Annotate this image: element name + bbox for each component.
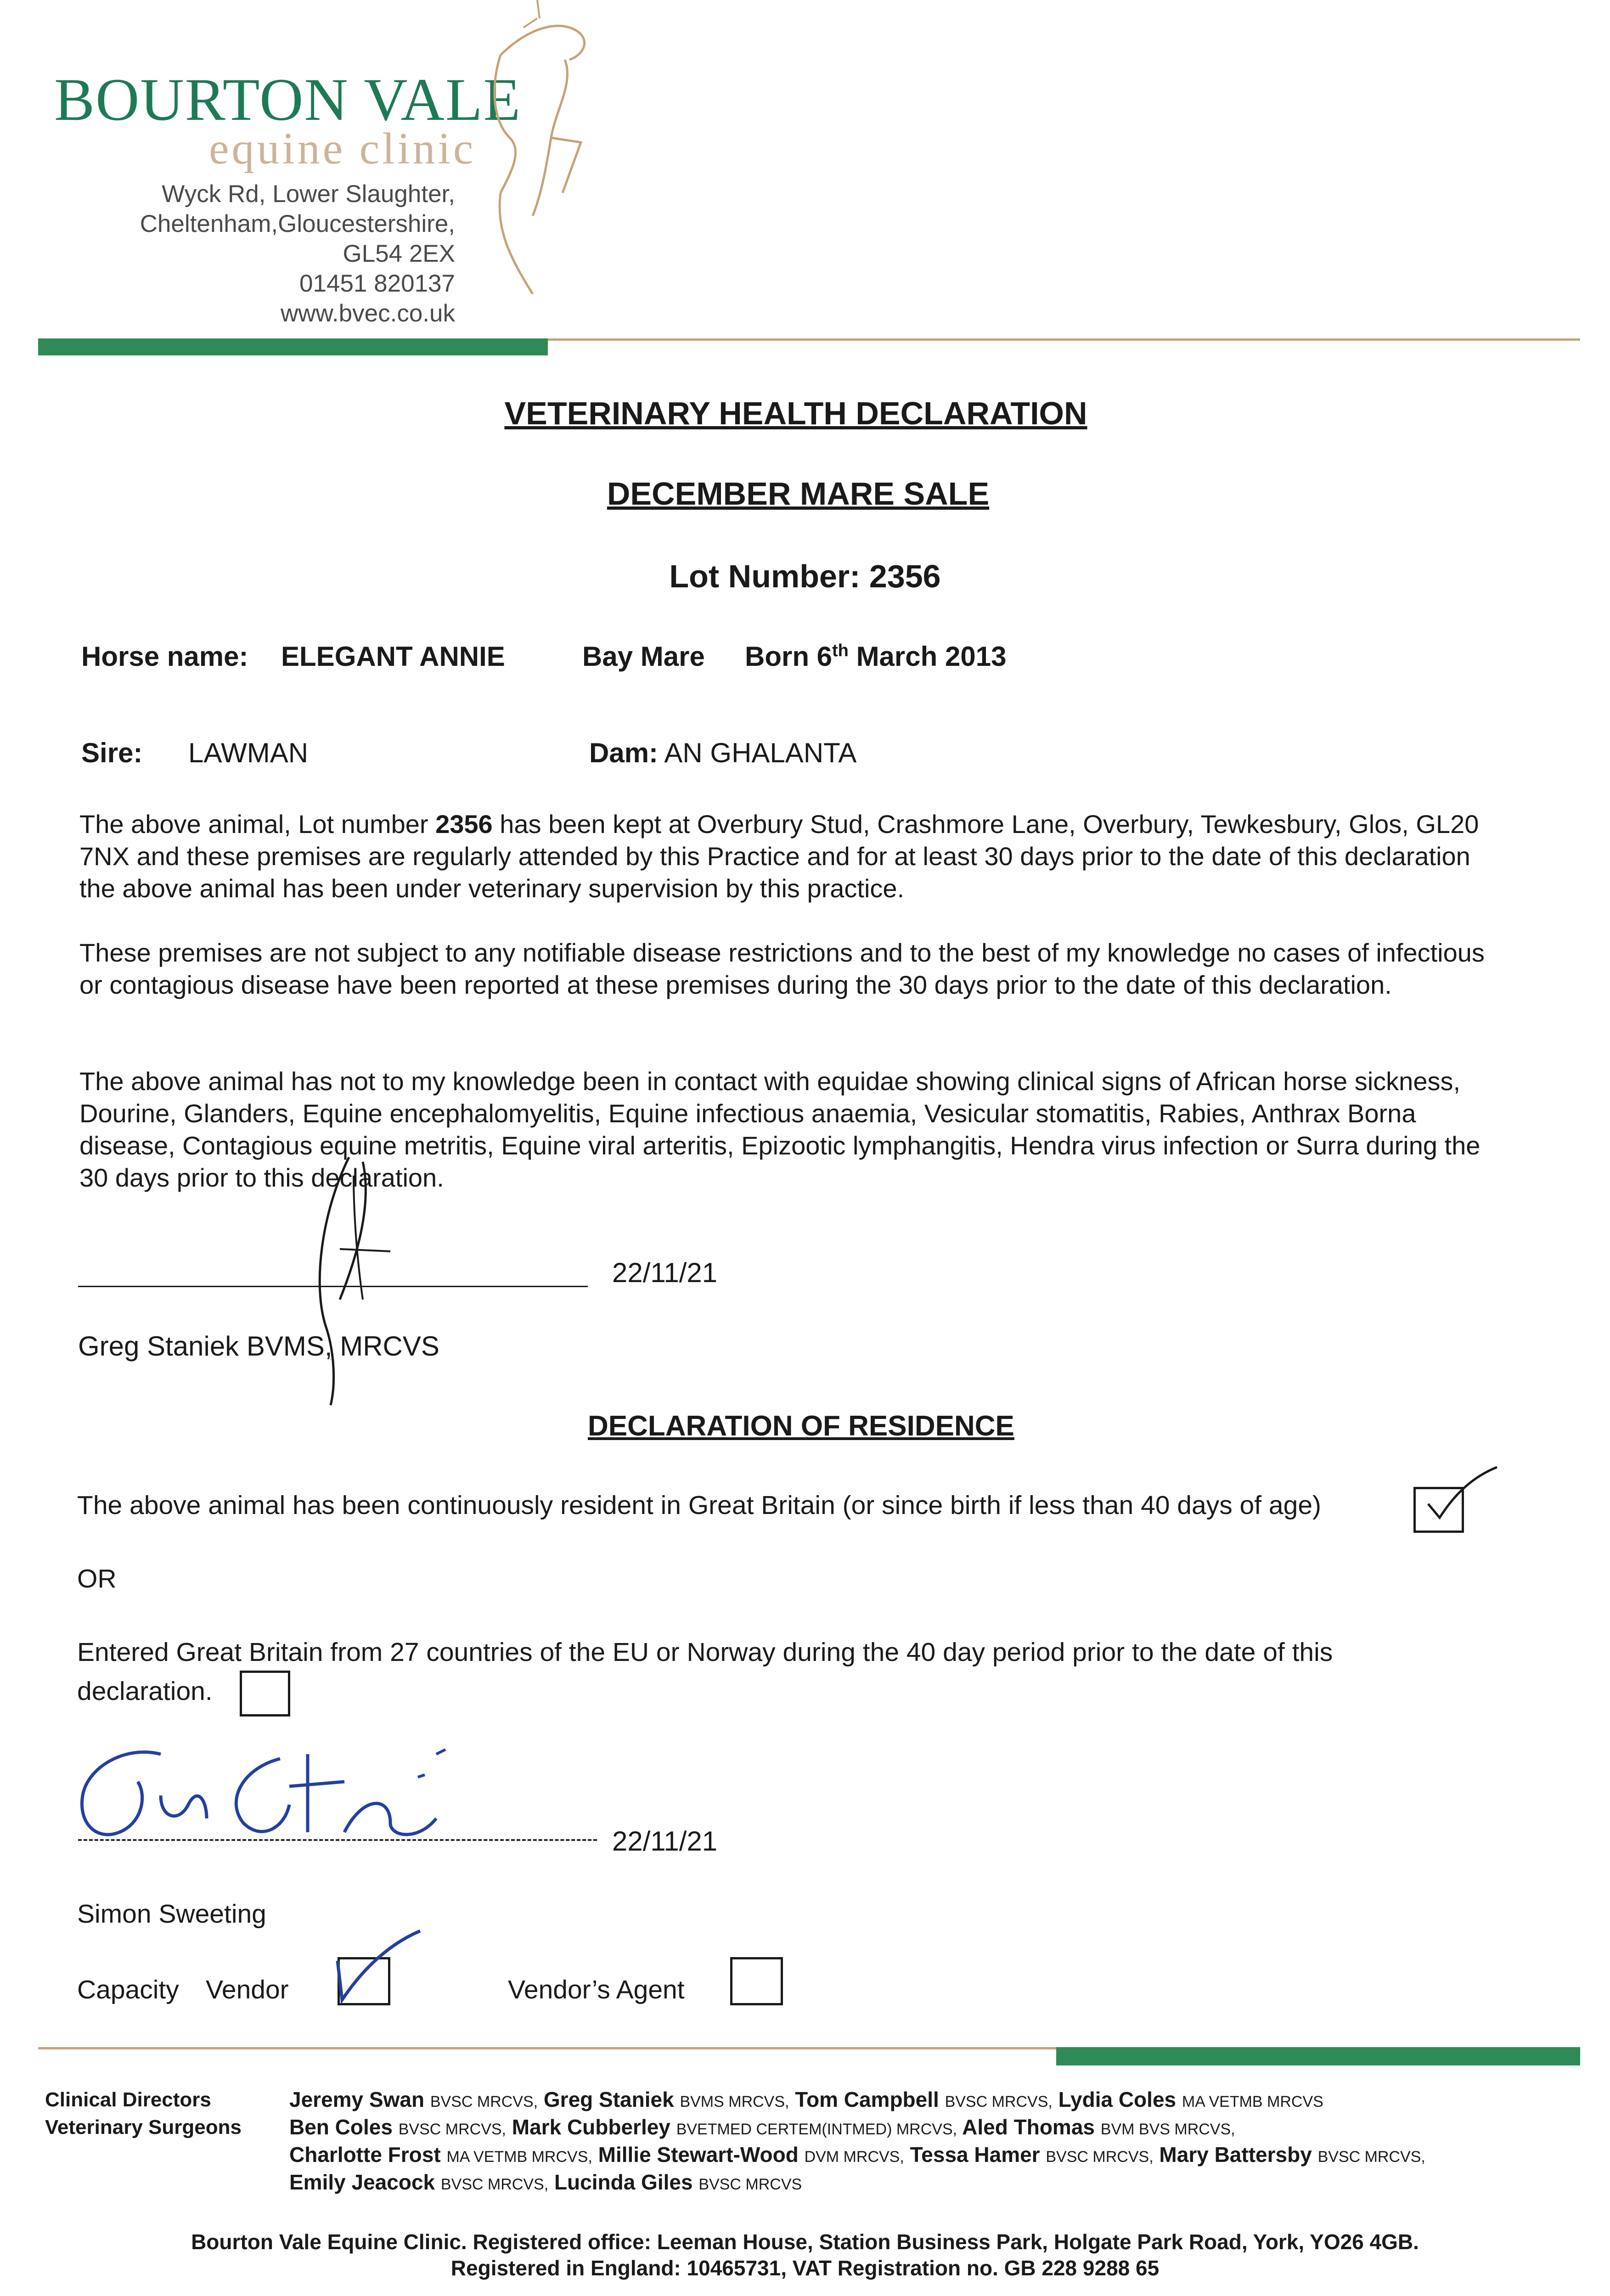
staff-qualification: BVSC MRCVS, [430, 2093, 538, 2110]
horse-description: Bay Mare [582, 641, 705, 672]
staff-qualification: DVM MRCVS, [804, 2148, 904, 2166]
sire-name: LAWMAN [188, 737, 309, 768]
checkmark-icon [328, 1924, 429, 2007]
dam-label: Dam: [589, 737, 659, 768]
staff-name: Ben Coles [289, 2115, 393, 2139]
premises-paragraph [79, 808, 1494, 905]
dam-line [589, 737, 856, 769]
checkmark-icon [1419, 1465, 1502, 1529]
staff-qualification: BVMS MRCVS, [680, 2093, 789, 2110]
agent-option-label: Vendor’s Agent [508, 1975, 685, 2004]
clinic-brand-name: BOURTON VALE [54, 66, 522, 133]
vet-signature [294, 1148, 409, 1405]
staff-name: Mark Cubberley [512, 2115, 670, 2139]
vet-signature-date: 22/11/21 [612, 1257, 718, 1288]
staff-qualification: MA VETMB MRCVS, [446, 2148, 592, 2166]
staff-name: Aled Thomas [962, 2115, 1095, 2139]
company-registration: Registered in England: 10465731, VAT Registration no. GB 228 9288 65 [450, 2256, 1160, 2280]
staff-qualification: BVETMED CERTEM(INTMED) MRCVS, [676, 2121, 957, 2138]
staff-qualification: BVSC MRCVS, [440, 2176, 549, 2193]
staff-line-1 [289, 2087, 1323, 2112]
footer-label-directors: Clinical Directors [45, 2088, 211, 2111]
clinic-brand-subtitle: equine clinic [209, 124, 476, 174]
vendor-signature-date: 22/11/21 [612, 1826, 718, 1857]
footer-green-bar [1056, 2047, 1580, 2065]
dam-name: AN GHALANTA [664, 737, 857, 768]
staff-name: Millie Stewart-Wood [598, 2143, 799, 2167]
born-date: March 2013 [856, 641, 1007, 672]
footer-label-surgeons: Veterinary Surgeons [45, 2116, 242, 2138]
premises-text-b: has been kept at Overbury Stud, Crashmore Lane, Overbury, Tewkesbury, Glos, GL20 7NX and these premises are regularly attended by this Practice and for at least 30 days prior to the date of this declaration the above animal has been under veterinary supervision by this practice. [79, 810, 1479, 903]
or-separator: OR [77, 1564, 117, 1593]
staff-qualification: MA VETMB MRCVS [1182, 2093, 1323, 2110]
lot-number-line [0, 558, 1610, 595]
staff-qualification: BVSC MRCVS, [945, 2093, 1053, 2110]
staff-name: Lucinda Giles [554, 2170, 693, 2194]
residence-title: DECLARATION OF RESIDENCE [588, 1410, 1014, 1442]
staff-qualification: BVSC MRCVS, [1317, 2148, 1425, 2166]
staff-qualification: BVSC MRCVS, [398, 2121, 506, 2138]
horse-born [745, 641, 1006, 672]
contact-declaration-paragraph: The above animal has not to my knowledge been in contact with equidae showing clinical signs of African horse sickness, Dourine, Glanders, Equine encephalomyelitis, Equine infectious anaemia, Vesicular stomatitis, Rabies, Anthrax Borna disease, Contagious equine metritis, Equine viral arteritis, Epizootic lymphangitis, Hendra virus infection or Surra during the 30 days prior to this declaration. [79, 1067, 1481, 1192]
born-label: Born 6 [745, 641, 833, 672]
vendor-option-label: Vendor [206, 1975, 289, 2004]
address-line-1: Wyck Rd, Lower Slaughter, [162, 180, 455, 208]
premises-text-a: The above animal, Lot number [79, 810, 436, 838]
lot-label: Lot Number: [669, 558, 861, 594]
residence-option-2-line-1: Entered Great Britain from 27 countries of the EU or Norway during the 40 day period prior to the date of this [77, 1638, 1333, 1667]
staff-name: Mary Battersby [1159, 2143, 1312, 2167]
staff-name: Emily Jeacock [289, 2170, 435, 2194]
residence-option-2-line-2: declaration. [77, 1677, 213, 1706]
address-phone: 01451 820137 [299, 270, 455, 297]
vendor-name: Simon Sweeting [77, 1899, 266, 1929]
vet-name: Greg Staniek BVMS, MRCVS [78, 1331, 439, 1362]
horse-name-label: Horse name: [81, 641, 248, 672]
staff-name: Tessa Hamer [910, 2143, 1040, 2167]
staff-name: Greg Staniek [543, 2088, 674, 2111]
born-suffix: th [832, 641, 849, 660]
horse-name: ELEGANT ANNIE [281, 641, 505, 672]
staff-name: Lydia Coles [1058, 2088, 1177, 2111]
capacity-label: Capacity [77, 1975, 179, 2004]
staff-line-4 [289, 2170, 802, 2195]
vendor-signature [69, 1727, 464, 1864]
sale-title: DECEMBER MARE SALE [607, 476, 990, 512]
horse-logo-icon [482, 0, 602, 312]
premises-lot-number: 2356 [435, 810, 493, 838]
staff-name: Tom Campbell [795, 2088, 939, 2111]
lot-number: 2356 [869, 558, 941, 594]
address-postcode: GL54 2EX [343, 240, 455, 267]
staff-line-3 [289, 2142, 1425, 2167]
staff-qualification: BVSC MRCVS, [1046, 2148, 1154, 2166]
disease-restriction-paragraph: These premises are not subject to any notifiable disease restrictions and to the best of my knowledge no cases of infectious or contagious disease have been reported at these premises during the 30 days prior to the date of this declaration. [79, 938, 1485, 999]
staff-line-2 [289, 2115, 1235, 2139]
agent-checkbox[interactable] [730, 1957, 783, 2005]
staff-name: Jeremy Swan [289, 2088, 425, 2111]
staff-qualification: BVSC MRCVS [698, 2176, 802, 2193]
address-line-2: Cheltenham,Gloucestershire, [140, 210, 455, 237]
document-title: VETERINARY HEALTH DECLARATION [504, 395, 1087, 431]
address-website: www.bvec.co.uk [281, 300, 455, 327]
residence-option-1: The above animal has been continuously resident in Great Britain (or since birth if less than 40 days of age) [77, 1491, 1322, 1520]
staff-name: Charlotte Frost [289, 2143, 441, 2167]
sire-label: Sire: [81, 737, 143, 768]
registered-office: Bourton Vale Equine Clinic. Registered office: Leeman House, Station Business Park, Holgate Park Road, York, YO26 4GB. [191, 2230, 1419, 2254]
header-green-bar [38, 338, 548, 355]
staff-qualification: BVM BVS MRCVS, [1100, 2121, 1235, 2138]
residence-option-2-checkbox[interactable] [240, 1671, 290, 1716]
